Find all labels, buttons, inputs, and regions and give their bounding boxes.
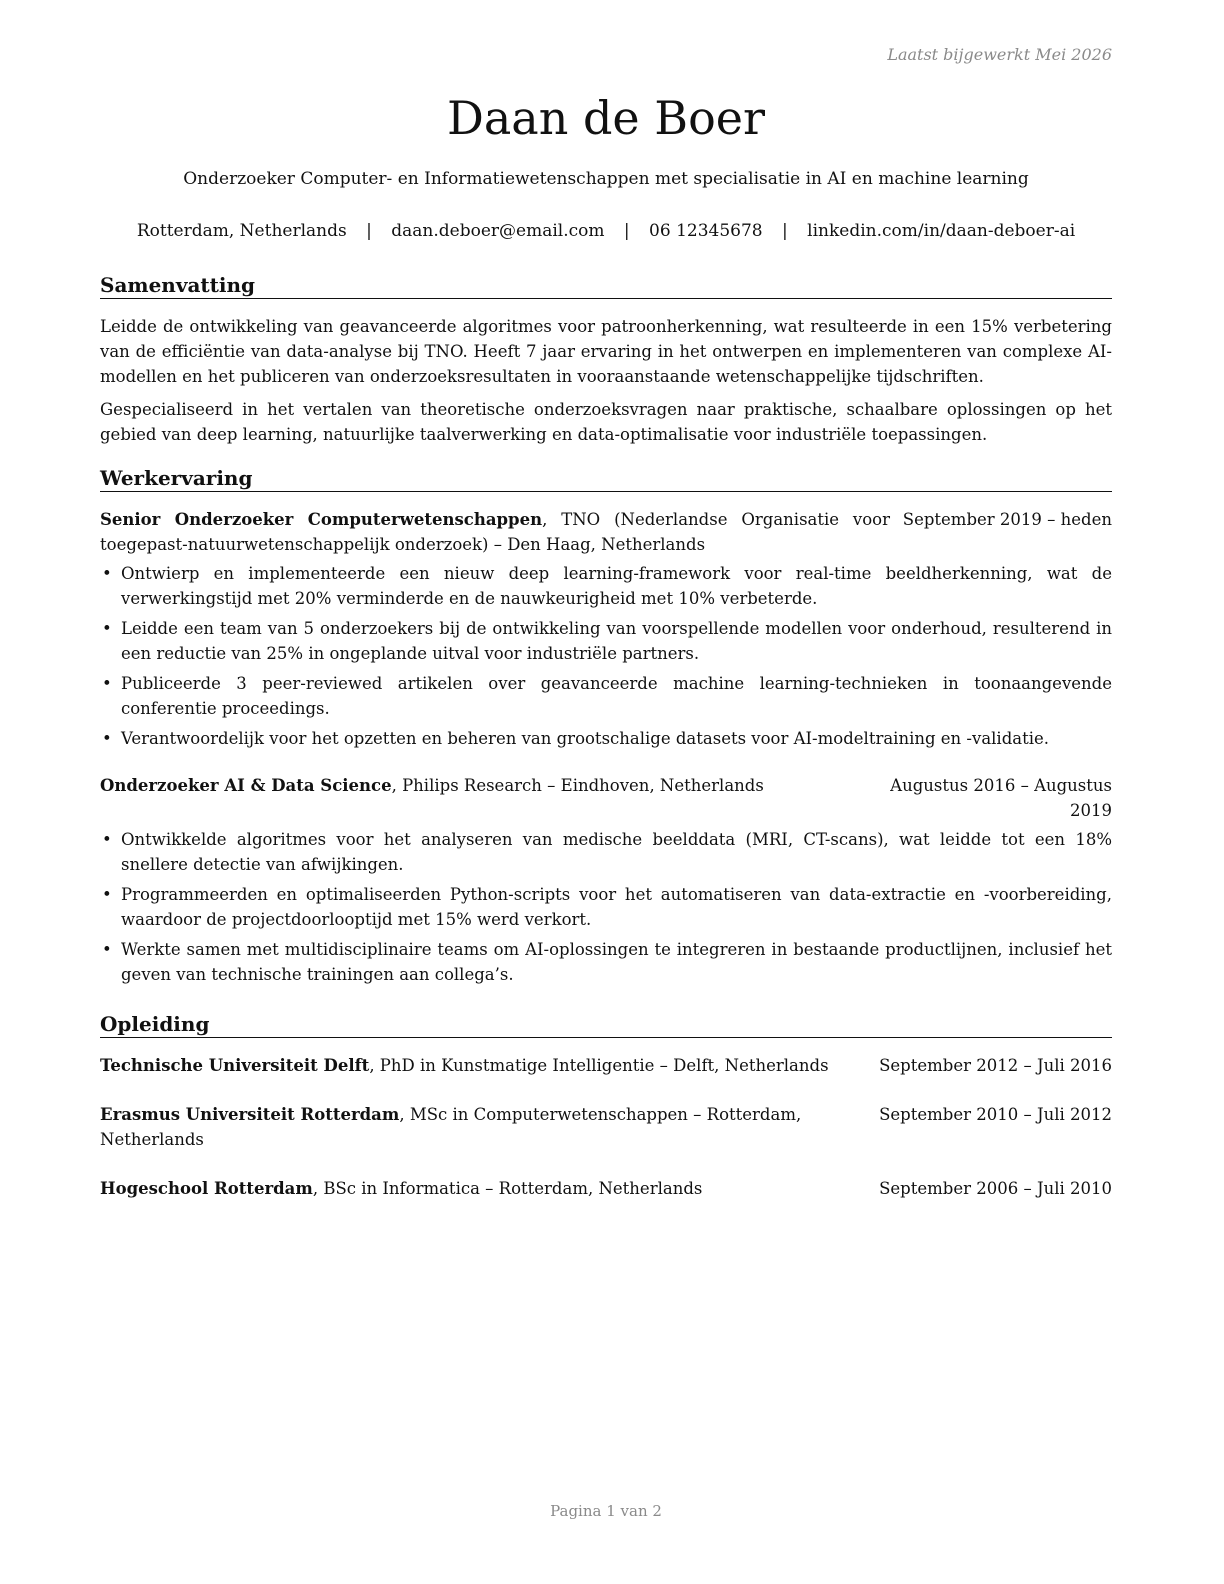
list-item: • Publiceerde 3 peer-reviewed artikelen over geavanceerde machine learning-technieken in toonaangevende conferentie proceedings. (102, 674, 1112, 718)
contact-phone: 06 12345678 (649, 221, 763, 241)
job-bullets (100, 561, 1112, 751)
job-organization: , TNO (Nederlandse Organisatie voor toegepast-natuurwetenschappelijk onderzoek) – Den Haag, Netherlands (100, 510, 891, 554)
contact-separator: | (782, 221, 788, 241)
education-detail: , PhD in Kunstmatige Intelligentie – Delft, Netherlands (369, 1056, 829, 1075)
education-school: Erasmus Universiteit Rotterdam (100, 1105, 400, 1124)
summary-paragraph: Leidde de ontwikkeling van geavanceerde algoritmes voor patroonherkenning, wat resulteerde in een 15% verbetering van de efficiëntie van data-analyse bij TNO. Heeft 7 jaar ervaring in het ontwerpen en implementeren van complexe AI-modellen en het publiceren van onderzoeksresultaten in vooraanstaande wetenschappelijke tijdschriften. (100, 317, 1112, 386)
contact-line (100, 219, 1112, 243)
job-organization: , Philips Research – Eindhoven, Netherlands (391, 776, 764, 795)
education-dates: September 2012 – Juli 2016 (879, 1056, 1112, 1075)
education-school: Technische Universiteit Delft (100, 1056, 370, 1075)
education-entry (100, 1176, 1112, 1201)
contact-separator: | (623, 221, 630, 241)
resume-page (100, 0, 1112, 1584)
education-title: Opleiding (100, 1011, 1112, 1038)
contact-location: Rotterdam, Netherlands (136, 221, 347, 241)
education-entry (100, 1102, 1112, 1152)
education-detail: , BSc in Informatica – Rotterdam, Netherlands (312, 1179, 703, 1198)
summary-section (100, 272, 1112, 447)
education-dates: September 2010 – Juli 2012 (879, 1105, 1112, 1124)
education-section (100, 1011, 1112, 1201)
job-role: Onderzoeker AI & Data Science (100, 776, 392, 795)
job-header (100, 507, 1112, 557)
summary-title: Samenvatting (100, 272, 1112, 299)
job-header (100, 773, 1112, 823)
contact-linkedin[interactable]: linkedin.com/in/daan-deboer-ai (807, 221, 1076, 241)
job-entry (100, 773, 1112, 987)
job-title-line (100, 773, 876, 823)
experience-section (100, 465, 1112, 992)
job-dates: September 2019 – heden (902, 510, 1112, 529)
page-number: Pagina 1 van 2 (550, 1502, 662, 1520)
job-dates: Augustus 2016 – Augustus 2019 (890, 776, 1112, 820)
education-detail: , MSc in Computerwetenschappen – Rotterdam, Netherlands (100, 1105, 802, 1149)
summary-paragraph: Gespecialiseerd in het vertalen van theoretische onderzoeksvragen naar praktische, schaalbare oplossingen op het gebied van deep learning, natuurlijke taalverwerking en data-optimalisatie voor industriële toepassingen. (100, 400, 1112, 444)
education-dates: September 2006 – Juli 2010 (879, 1179, 1112, 1198)
experience-title: Werkervaring (100, 465, 1112, 492)
contact-separator: | (366, 221, 372, 241)
job-entry (100, 507, 1112, 751)
education-entry (100, 1053, 1112, 1078)
list-item: • Programmeerden en optimaliseerden Python-scripts voor het automatiseren van data-extractie en -voorbereiding, waardoor de projectdoorlooptijd met 15% werd verkort. (102, 885, 1112, 929)
job-title-line (100, 507, 890, 557)
job-role: Senior Onderzoeker Computerwetenschappen (100, 510, 543, 529)
contact-email[interactable]: daan.deboer@email.com (391, 221, 605, 241)
list-item: • Verantwoordelijk voor het opzetten en beheren van grootschalige datasets voor AI-modeltraining en -validatie. (102, 729, 1050, 748)
candidate-tagline: Onderzoeker Computer- en Informatiewetenschappen met specialisatie in AI en machine learning (183, 169, 1029, 189)
last-updated-note: Laatst bijgewerkt Mei 2026 (887, 45, 1112, 64)
education-school: Hogeschool Rotterdam (100, 1179, 313, 1198)
list-item: • Werkte samen met multidisciplinaire teams om AI-oplossingen te integreren in bestaande productlijnen, inclusief het geven van technische trainingen aan collega’s. (102, 940, 1112, 984)
list-item: • Ontwikkelde algoritmes voor het analyseren van medische beelddata (MRI, CT-scans), wat leidde tot een 18% snellere detectie van afwijkingen. (102, 830, 1112, 874)
list-item: • Leidde een team van 5 onderzoekers bij de ontwikkeling van voorspellende modellen voor onderhoud, resulterend in een reductie van 25% in ongeplande uitval voor industriële partners. (102, 619, 1112, 663)
job-bullets (100, 827, 1112, 987)
list-item: • Ontwierp en implementeerde een nieuw deep learning-framework voor real-time beeldherkenning, wat de verwerkingstijd met 20% verminderde en de nauwkeurigheid met 10% verbeterde. (102, 564, 1112, 608)
candidate-name: Daan de Boer (447, 91, 765, 145)
